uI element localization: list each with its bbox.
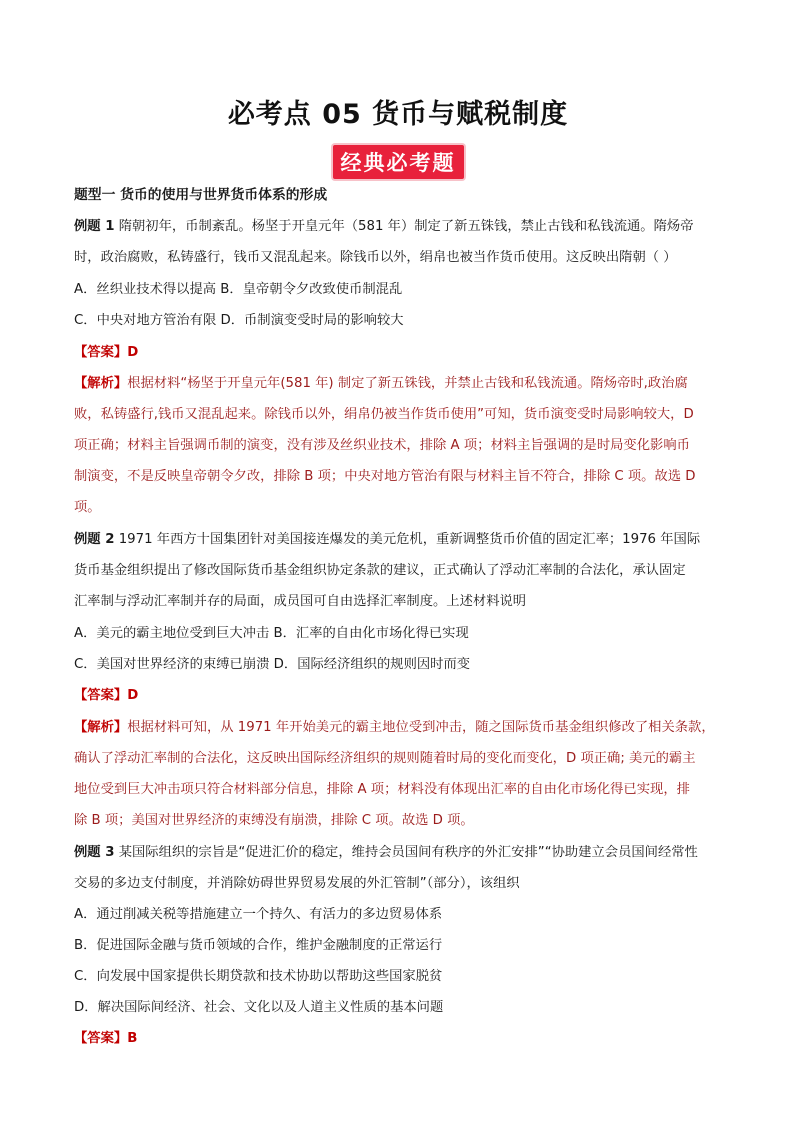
q2-answer	[74, 686, 722, 706]
q1-answer	[74, 343, 722, 363]
q1-line-2: 时，政治腐败，私铸盛行，钱币又混乱起来。除钱币以外，绢帛也被当作货币使用。这反映出隋朝（ ）	[74, 250, 677, 265]
q3-option-d: D．解决国际间经济、社会、文化以及人道主义性质的基本问题	[74, 1000, 444, 1015]
page-title: 必考点 05 货币与赋税制度	[227, 99, 569, 130]
q3-line-1	[74, 843, 722, 863]
q1-label: 例题 1	[74, 219, 115, 234]
q2-line-2: 货币基金组织提出了修改国际货币基金组织协定条款的建议，正式确认了浮动汇率制的合法化，承认固定	[74, 563, 686, 578]
q3-option-a: A．通过削减关税等措施建立一个持久、有活力的多边贸易体系	[74, 907, 443, 922]
badge-wrap	[74, 145, 722, 179]
q1-options-2: C．中央对地方管治有限 D．币制演变受时局的影响较大	[74, 313, 404, 328]
q3-text-1: 某国际组织的宗旨是“促进汇价的稳定，维持会员国间有秩序的外汇安排”“协助建立会员国间经常性	[118, 845, 698, 860]
answer-label: 【答案】	[74, 688, 128, 703]
analysis-text: 根据材料“杨坚于开皇元年(581 年) 制定了新五铢钱，并禁止古钱和私钱流通。隋炀帝时,政治腐	[127, 376, 688, 391]
answer-value: B	[127, 1031, 138, 1046]
q2-analysis-2: 确认了浮动汇率制的合法化，这反映出国际经济组织的规则随着时局的变化而变化，D 项正确; 美元的霸主	[74, 751, 696, 766]
analysis-text: 根据材料可知，从 1971 年开始美元的霸主地位受到冲击，随之国际货币基金组织修改了相关条款，	[127, 720, 715, 735]
answer-value: D	[127, 688, 139, 703]
section-badge: 经典必考题	[333, 145, 464, 179]
q3-label: 例题 3	[74, 845, 115, 860]
q2-line-3: 汇率制与浮动汇率制并存的局面，成员国可自由选择汇率制度。上述材料说明	[74, 594, 527, 609]
analysis-label: 【解析】	[74, 720, 128, 735]
q3-option-b: B．促进国际金融与货币领域的合作，维护金融制度的正常运行	[74, 938, 443, 953]
q3-answer	[74, 1029, 722, 1049]
q1-line-1	[74, 217, 722, 237]
q2-analysis-4: 除 B 项；美国对世界经济的束缚没有崩溃，排除 C 项。故选 D 项。	[74, 813, 474, 828]
q1-analysis-4: 制演变，不是反映皇帝朝令夕改，排除 B 项；中央对地方管治有限与材料主旨不符合，排除 C 项。故选 D	[74, 469, 696, 484]
answer-value: D	[127, 345, 139, 360]
q3-option-c: C．向发展中国家提供长期贷款和技术协助以帮助这些国家脱贫	[74, 969, 443, 984]
q1-analysis-3: 项正确；材料主旨强调币制的演变，没有涉及丝织业技术，排除 A 项；材料主旨强调的是时局变化影响币	[74, 438, 690, 453]
q2-line-1	[74, 530, 722, 550]
q2-label: 例题 2	[74, 532, 115, 547]
section-heading: 题型一 货币的使用与世界货币体系的形成	[74, 187, 328, 203]
q2-options-2: C．美国对世界经济的束缚已崩溃 D．国际经济组织的规则因时而变	[74, 657, 471, 672]
q1-analysis-1	[74, 374, 722, 394]
q2-analysis-3: 地位受到巨大冲击项只符合材料部分信息，排除 A 项；材料没有体现出汇率的自由化市场化得已实现，排	[74, 782, 690, 797]
analysis-label: 【解析】	[74, 376, 128, 391]
q1-text-1: 隋朝初年，币制紊乱。杨坚于开皇元年（581 年）制定了新五铢钱，禁止古钱和私钱流通。隋炀帝	[118, 219, 694, 234]
q2-analysis-1	[74, 718, 722, 738]
answer-label: 【答案】	[74, 345, 128, 360]
q2-options-1: A．美元的霸主地位受到巨大冲击 B．汇率的自由化市场化得已实现	[74, 626, 469, 641]
q3-line-2: 交易的多边支付制度，并消除妨碍世界贸易发展的外汇管制”（部分），该组织	[74, 876, 520, 891]
q1-analysis-5: 项。	[74, 500, 101, 515]
q1-analysis-2: 败，私铸盛行,钱币又混乱起来。除钱币以外，绢帛仍被当作货币使用”可知，货币演变受时局影响较大，D	[74, 407, 694, 422]
q2-text-1: 1971 年西方十国集团针对美国接连爆发的美元危机，重新调整货币价值的固定汇率；1976 年国际	[118, 532, 701, 547]
answer-label: 【答案】	[74, 1031, 128, 1046]
q1-options-1: A．丝织业技术得以提高 B．皇帝朝令夕改致使币制混乱	[74, 282, 403, 297]
